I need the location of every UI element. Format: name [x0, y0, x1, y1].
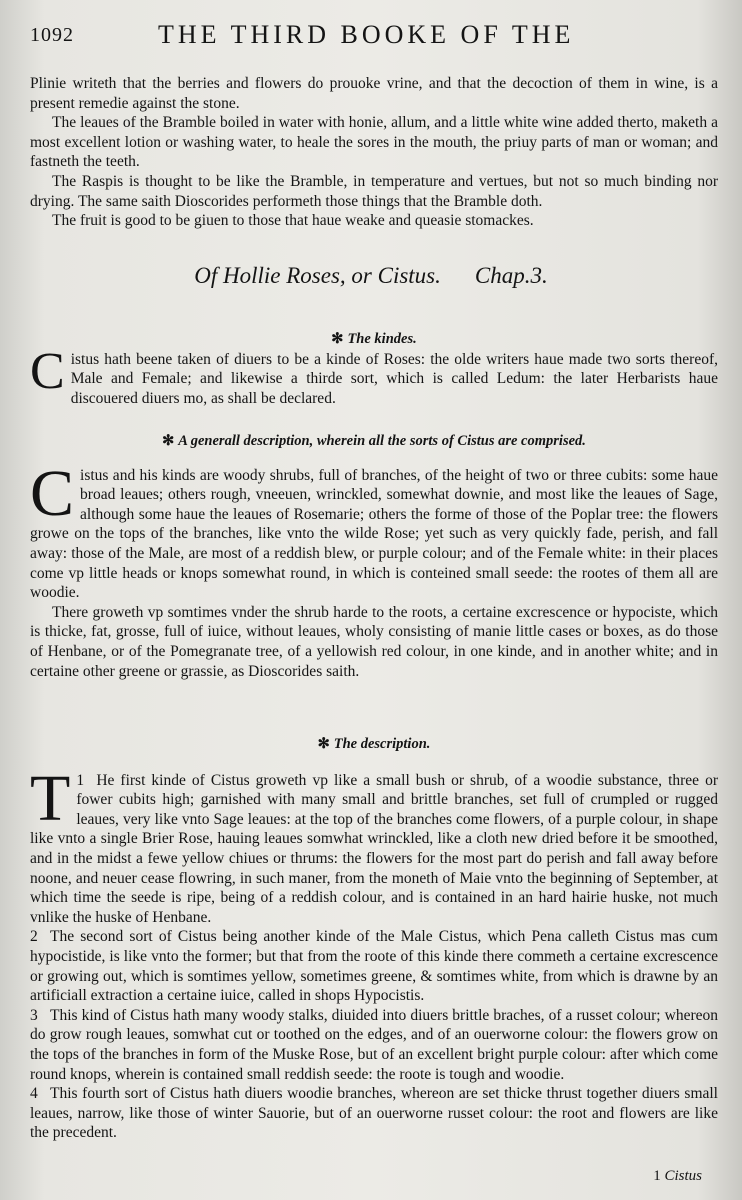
paragraph: Plinie writeth that the berries and flowers do prouoke vrine, and that the decoction of them in wine, is a present remedie against the stone.	[30, 75, 718, 112]
description-item: 3 This kind of Cistus hath many woody stalks, diuided into diuers brittle braches, of a russet colour; whereon do grow rough leaues, somwhat cut or toothed on the edges, and of an ouerworne colour: the flowers grow on the tops of the branches in form of the Muske Rose, but of an excellent bright purple colour: after which come round knops, wherein is contained small reddish seede: the roote is tough and woodie.	[30, 1006, 718, 1083]
asterism-icon: ✻	[317, 736, 330, 752]
paragraph: Cistus and his kinds are woody shrubs, full of branches, of the height of two or three cubits: some haue broad leaues; others rough, vneeuen, wrinckled, somewhat downie, and most like the leaues of Sage, although some haue the leaues of Rosemarie; others the forme of those of the Poplar tree: the flowers growe on the tops of the branches, like vnto the wilde Rose; yet such as very quickly fade, perish, and fall away: those of the Male, are most of a reddish blew, or purple colour; and of the Female white: in their places come vp little heads or knops somewhat round, in which is conteined small seede: the rootes of them all are woodie.	[30, 456, 718, 602]
paragraph: The leaues of the Bramble boiled in water with honie, allum, and a little white wine added therto, maketh a most excellent lotion or washing water, to heale the sores in the mouth, the priuy parts of man or woman; and fastneth the teeth.	[30, 114, 718, 171]
bramble-closing-paragraphs	[30, 74, 718, 231]
asterism-icon: ✻	[162, 433, 175, 449]
chapter-title	[0, 263, 742, 289]
chapter-number: Chap.3.	[474, 263, 548, 288]
chapter-title-text: Of Hollie Roses, or Cistus.	[194, 263, 441, 288]
kindes-section	[30, 330, 718, 408]
drop-cap: T	[30, 761, 71, 835]
drop-cap: C	[30, 456, 75, 530]
paragraph: There groweth vp somtimes vnder the shrub harde to the roots, a certaine excrescence or hypociste, which is thicke, fat, grosse, full of iuice, without leaues, wholy consisting of manie little cases or boxes, as do those of Henbane, or of the Pomegranate tree, of a yellowish red colour, in one kinde, and in another white; and in certaine other greene or grassie, as Dioscorides saith.	[30, 603, 718, 680]
folio-number: 1092	[30, 24, 74, 46]
paragraph: Cistus hath beene taken of diuers to be a kinde of Roses: the olde writers haue made two sorts thereof, Male and Female; and likewise a thirde sort, which is called Ledum: the later Herbarists haue discouered diuers mo, as shall be declared.	[30, 342, 718, 407]
section-heading: ✻ A generall description, wherein all the sorts of Cistus are comprised.	[162, 433, 586, 449]
description-item: 2 The second sort of Cistus being another kinde of the Male Cistus, which Pena calleth Cistus mas cum hypocistide, is like vnto the former; but that from the roote of this kinde there commeth a certaine excrescence or growing out, which is somtimes yellow, sometimes greene, & somtimes white, from which is drawne by an artificiall extraction a certaine iuice, called in shops Hypocistis.	[30, 928, 718, 1005]
paragraph: The fruit is good to be giuen to those that haue weake and queasie stomackes.	[52, 212, 534, 230]
catchword: 1 Cistus	[653, 1168, 702, 1184]
paragraph: The Raspis is thought to be like the Bramble, in temperature and vertues, but not so much binding nor drying. The same saith Dioscorides performeth those things that the Bramble doth.	[30, 172, 718, 210]
description-item: 1 T He first kinde of Cistus groweth vp like a small bush or shrub, of a woodie substance, three or fower cubits high; garnished with many small and brittle branches, set full of crumpled or rugged leaues, very like vnto Sage leaues: at the top of the branches come flowers, of a purple colour, in shape like vnto a single Brier Rose, hauing leaues somwhat wrinckled, like a cloth new dried before it be smoothed, and in the midst a fewe yellow chiues or thrums: the flowers for the most part do perish and fall away before noone, and neuer cease flowring, in such maner, from the moneth of Maie vnto the beginning of September, at which time the seede is ripe, being of a reddish colour, and is contained in an hard hairie huske, not much vnlike the huske of Henbane.	[30, 761, 718, 926]
general-description-section	[30, 432, 718, 681]
description-item: 4 This fourth sort of Cistus hath diuers woodie branches, whereon are set thicke thrust together diuers small leaues, narrow, like those of winter Sauorie, but of an ouerworne russet colour: the root and flowers are like the precedent.	[30, 1085, 718, 1142]
running-head: THE THIRD BOOKE OF THE	[158, 20, 575, 49]
section-heading: ✻ The description.	[317, 736, 431, 752]
description-section	[30, 735, 718, 1143]
section-heading: ✻ The kindes.	[331, 331, 417, 347]
asterism-icon: ✻	[331, 331, 344, 347]
page-header	[0, 18, 742, 52]
drop-cap: C	[30, 342, 65, 400]
